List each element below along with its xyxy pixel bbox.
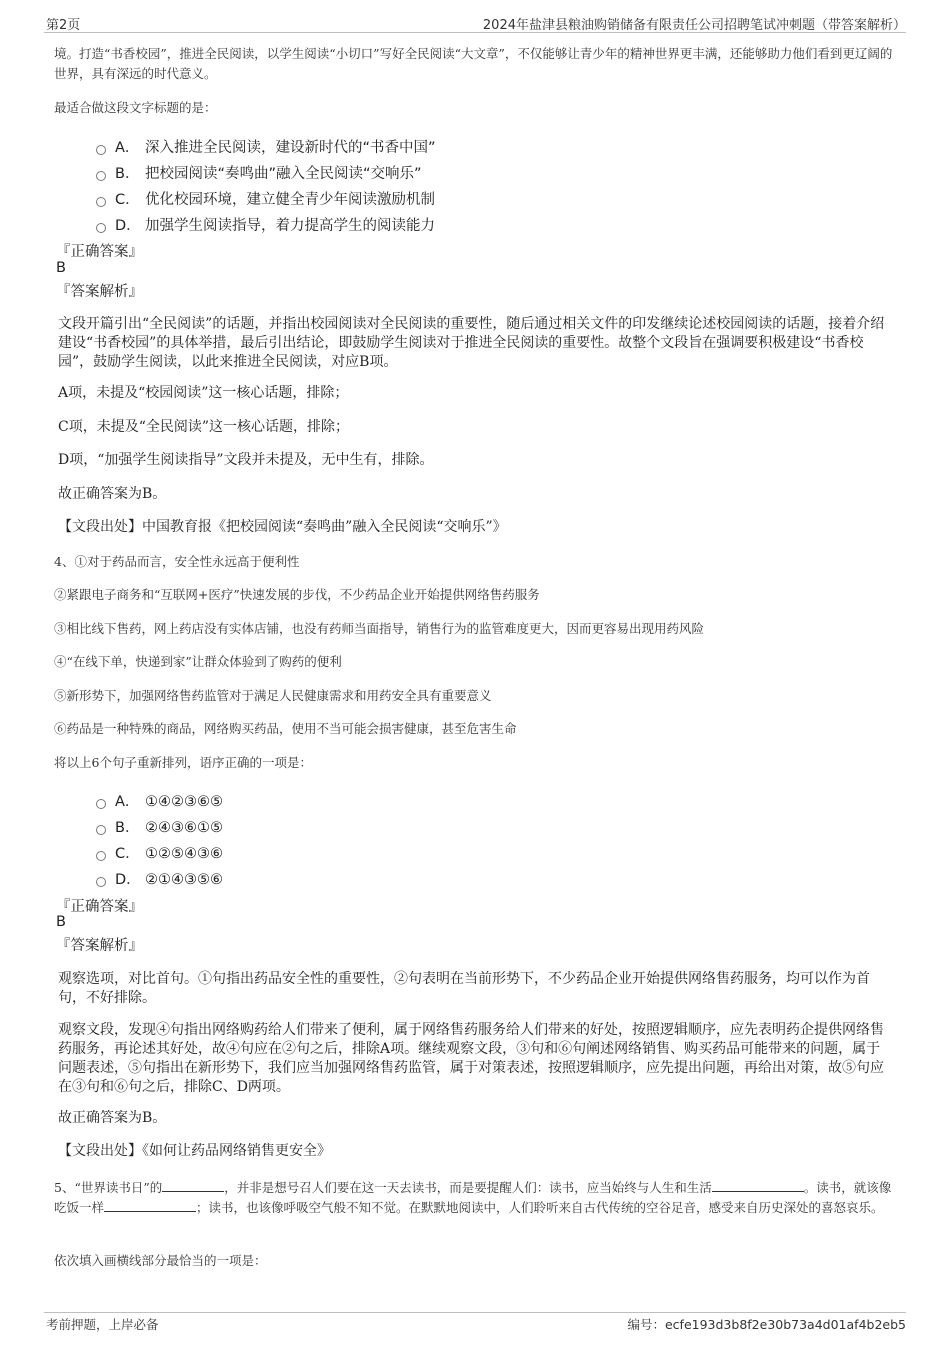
blank-3[interactable]	[104, 1198, 196, 1212]
document-code: ecfe193d3b8f2e30b73a4d01af4b2eb5	[664, 1317, 906, 1332]
footer-code: 编号：ecfe193d3b8f2e30b73a4d01af4b2eb5	[627, 1317, 906, 1332]
q3-option-b[interactable]: B． 把校园阅读“奏鸣曲”融入全民阅读“交响乐”	[96, 162, 422, 183]
q4-option-b[interactable]: B． ②④③⑥①⑤	[96, 816, 223, 837]
q3-analysis-label: 『答案解析』	[56, 284, 143, 300]
q3-analysis-c: C项，未提及“全民阅读”这一核心话题，排除；	[58, 419, 350, 435]
page-footer	[44, 1312, 906, 1337]
radio-icon[interactable]	[96, 799, 106, 809]
q3-answer-label: 『正确答案』	[56, 244, 143, 260]
q4-analysis-paragraph-1: 观察选项，对比首句。①句指出药品安全性的重要性，②句表明在当前形势下，不少药品企业开始提供网络售药服务，均可以作为首句，不好排除。	[58, 971, 870, 1006]
q3-passage: 境。打造“书香校园”，推进全民阅读，以学生阅读“小切口”写好全民阅读“大文章”，不仅能够让青少年的精神世界更丰满，还能够助力他们看到更辽阔的世界，具有深远的时代意义。	[54, 46, 893, 81]
blank-1[interactable]	[162, 1178, 224, 1192]
q4-analysis-label: 『答案解析』	[56, 938, 143, 954]
page-number: 第2页	[46, 18, 81, 33]
q4-sentence-5: ⑤新形势下，加强网络售药监管对于满足人民健康需求和用药安全具有重要意义	[54, 688, 492, 703]
radio-icon[interactable]	[96, 197, 106, 207]
q4-option-c[interactable]: C． ①②⑤④③⑥	[96, 842, 223, 863]
q4-prompt: 将以上6个句子重新排列，语序正确的一项是：	[54, 755, 312, 770]
radio-icon[interactable]	[96, 145, 106, 155]
document-title: 2024年盐津县粮油购销储备有限责任公司招聘笔试冲刺题（带答案解析）	[482, 18, 906, 33]
radio-icon[interactable]	[96, 877, 106, 887]
q3-analysis-a: A项，未提及“校园阅读”这一核心话题，排除；	[58, 385, 349, 401]
q4-sentence-2: ②紧跟电子商务和“互联网+医疗”快速发展的步伐，不少药品企业开始提供网络售药服务	[54, 587, 540, 602]
q3-source: 【文段出处】中国教育报《把校园阅读“奏鸣曲”融入全民阅读“交响乐”》	[58, 519, 507, 535]
radio-icon[interactable]	[96, 851, 106, 861]
q4-sentence-6: ⑥药品是一种特殊的商品，网络购买药品，使用不当可能会损害健康，甚至危害生命	[54, 721, 517, 736]
q4-answer-label: 『正确答案』	[56, 899, 143, 915]
q4-sentence-1: 4、①对于药品而言，安全性永远高于便利性	[54, 554, 300, 569]
page-header	[44, 12, 906, 33]
footer-slogan: 考前押题，上岸必备	[46, 1317, 159, 1332]
q4-option-d[interactable]: D． ②①④③⑤⑥	[96, 868, 223, 889]
q4-analysis-paragraph-2: 观察文段，发现④句指出网络购药给人们带来了便利，属于网络售药服务给人们带来的好处，按照逻辑顺序，应先表明药企提供网络售药服务，再论述其好处，故④句应在②句之后，排除A项。继续观察文段，③句和⑥句阐述网络销售、购买药品可能带来的问题，属于问题表述，⑤句指出在新形势下，我们应当加强网络售药监管，属于对策表述，按照逻辑顺序，应先提出问题，再给出对策，故⑤句应在③句和⑥句之后，排除C、D两项。	[58, 1022, 884, 1095]
q3-option-d[interactable]: D． 加强学生阅读指导，着力提高学生的阅读能力	[96, 214, 435, 235]
q4-sentence-4: ④“在线下单，快递到家”让群众体验到了购药的便利	[54, 654, 342, 669]
q3-prompt: 最适合做这段文字标题的是：	[54, 100, 217, 115]
q3-option-a[interactable]: A． 深入推进全民阅读，建设新时代的“书香中国”	[96, 136, 436, 157]
q5-stem: 5、“世界读书日”的 ，并非是想号召人们要在这一天去读书，而是要提醒人们：读书，应当始终与人生和生活 。读书，就该像吃饭一样 ；读书，也该像呼吸空气般不知不觉。在默默地阅读中，人们聆听来自古代传统的空谷足音，感受来自历史深处的喜怒哀乐。	[54, 1180, 892, 1215]
radio-icon[interactable]	[96, 223, 106, 233]
q4-source: 【文段出处】《如何让药品网络销售更安全》	[58, 1143, 331, 1159]
q3-answer-value: B	[56, 260, 66, 276]
q4-conclusion: 故正确答案为B。	[58, 1110, 167, 1126]
q5-prompt: 依次填入画横线部分最恰当的一项是：	[54, 1253, 267, 1268]
q3-analysis-d: D项，“加强学生阅读指导”文段并未提及，无中生有，排除。	[58, 452, 434, 468]
q3-option-c[interactable]: C． 优化校园环境，建立健全青少年阅读激励机制	[96, 188, 435, 209]
q3-conclusion: 故正确答案为B。	[58, 486, 167, 502]
q3-analysis-paragraph: 文段开篇引出“全民阅读”的话题，并指出校园阅读对全民阅读的重要性，随后通过相关文件的印发继续论述校园阅读的话题，接着介绍建设“书香校园”的具体举措，最后引出结论，即鼓励学生阅读对于推进全民阅读的重要性。故整个文段旨在强调要积极建设“书香校园”，鼓励学生阅读，以此来推进全民阅读，对应B项。	[58, 316, 885, 370]
q4-option-a[interactable]: A． ①④②③⑥⑤	[96, 790, 223, 811]
radio-icon[interactable]	[96, 171, 106, 181]
q4-sentence-3: ③相比线下售药，网上药店没有实体店铺，也没有药师当面指导，销售行为的监管难度更大，因而更容易出现用药风险	[54, 621, 705, 636]
radio-icon[interactable]	[96, 825, 106, 835]
q4-answer-value: B	[56, 914, 66, 930]
blank-2[interactable]	[712, 1178, 804, 1192]
